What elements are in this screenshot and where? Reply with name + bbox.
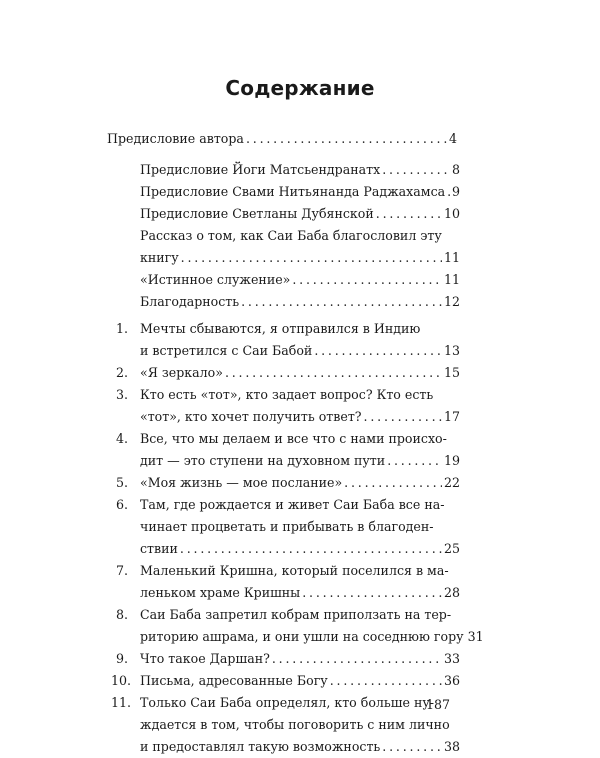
chapter-number: 5. <box>116 475 129 490</box>
dot-leader <box>241 291 442 313</box>
entry-last-line <box>140 406 460 428</box>
chapter-number: 9. <box>116 651 129 666</box>
dot-leader <box>447 181 450 203</box>
entry-title-line: Что такое Даршан? <box>140 651 270 666</box>
entry-last-line <box>140 247 460 269</box>
entry-page-number: 36 <box>443 673 460 688</box>
entry-page-number: 8 <box>451 162 460 177</box>
entry-page-number: 31 <box>467 629 484 644</box>
entry-page-number: 9 <box>451 184 460 199</box>
entry-page-number: 17 <box>443 409 460 424</box>
entry-last-line <box>107 128 457 150</box>
dot-leader <box>302 582 442 604</box>
entry-last-line <box>140 582 460 604</box>
entry-last-line <box>140 269 460 291</box>
entry-title-line: «Я зеркало» <box>140 365 223 380</box>
entry-last-line <box>140 450 460 472</box>
entry-last-line <box>140 159 460 181</box>
toc-entry-preface <box>140 203 460 225</box>
entry-title-line: Предисловие Светланы Дубянской <box>140 206 374 221</box>
entry-title-line: Предисловие автора <box>107 131 244 146</box>
chapter-number: 6. <box>116 497 129 512</box>
entry-title-line: леньком храме Кришны <box>140 585 301 600</box>
entry-title-line: Письма, адресованные Богу <box>140 673 328 688</box>
toc-entry-chapter <box>140 362 460 384</box>
dot-leader <box>376 203 442 225</box>
entry-last-line <box>140 340 460 362</box>
entry-title-line: Саи Баба запретил кобрам приползать на тер- <box>140 607 452 622</box>
chapter-number: 8. <box>116 607 129 622</box>
entry-last-line <box>140 291 460 313</box>
entry-title-line: и предоставлял такую возможность <box>140 739 381 754</box>
dot-leader <box>246 128 447 150</box>
entry-title-line: Кто есть «тот», кто задает вопрос? Кто есть <box>140 387 434 402</box>
entry-title-line: Рассказ о том, как Саи Баба благословил эту <box>140 228 442 243</box>
toc-entry-chapter <box>140 648 460 670</box>
entry-last-line <box>140 181 460 203</box>
entry-title-line: Там, где рождается и живет Саи Баба все на- <box>140 497 445 512</box>
chapter-number: 10. <box>111 673 132 688</box>
entry-last-line <box>140 670 460 692</box>
toc-entry-intro <box>107 128 457 150</box>
dot-leader <box>314 340 442 362</box>
entry-page-number: 11 <box>443 272 460 287</box>
toc-entry-preface <box>140 291 460 313</box>
entry-page-number: 4 <box>448 131 457 146</box>
entry-page-number: 10 <box>443 206 460 221</box>
entry-page-number: 25 <box>443 541 460 556</box>
toc-entry-chapter <box>140 670 460 692</box>
entry-title-line: Предисловие Йоги Матсьендранатх <box>140 162 381 177</box>
toc-entry-chapter <box>140 472 460 494</box>
toc-entry-preface <box>140 225 460 269</box>
chapter-number: 2. <box>116 365 129 380</box>
toc-entry-chapter <box>140 318 460 362</box>
page-number: 187 <box>425 697 450 712</box>
entry-title-line: «тот», кто хочет получить ответ? <box>140 409 362 424</box>
dot-leader <box>387 450 442 472</box>
entry-title-line: «Истинное служение» <box>140 272 291 287</box>
dot-leader <box>225 362 442 384</box>
entry-last-line <box>140 203 460 225</box>
toc-entry-chapter <box>140 560 460 604</box>
chapter-number: 7. <box>116 563 129 578</box>
entry-title-line: риторию ашрама, и они ушли на соседнюю гору <box>140 629 464 644</box>
toc-entry-preface <box>140 181 460 203</box>
toc-entry-preface <box>140 159 460 181</box>
entry-page-number: 12 <box>443 294 460 309</box>
dot-leader <box>330 670 442 692</box>
toc-entry-chapter <box>140 384 460 428</box>
entry-title-line: Все, что мы делаем и все что с нами происхо- <box>140 431 447 446</box>
entry-title-line: «Моя жизнь — мое послание» <box>140 475 343 490</box>
entry-title-line: Только Саи Баба определял, кто больше ну- <box>140 695 435 710</box>
chapter-number: 4. <box>116 431 129 446</box>
entry-title-line: чинает процветать и прибывать в благоден- <box>140 519 434 534</box>
entry-last-line <box>140 648 460 670</box>
chapter-number: 11. <box>111 695 132 710</box>
toc-entry-chapter <box>140 692 460 758</box>
dot-leader <box>181 247 442 269</box>
dot-leader <box>344 472 442 494</box>
chapter-number: 3. <box>116 387 129 402</box>
entry-page-number: 19 <box>443 453 460 468</box>
toc-entry-chapter <box>140 428 460 472</box>
entry-title-line: ждается в том, чтобы поговорить с ним лично <box>140 717 450 732</box>
dot-leader <box>382 159 450 181</box>
toc-entry-preface <box>140 269 460 291</box>
entry-last-line <box>140 362 460 384</box>
chapter-number: 1. <box>116 321 129 336</box>
entry-page-number: 11 <box>443 250 460 265</box>
toc-entry-chapter <box>140 494 460 560</box>
entry-last-line <box>140 736 460 758</box>
entry-title-line: ствии <box>140 541 178 556</box>
entry-title-line: Благодарность <box>140 294 240 309</box>
entry-last-line <box>140 538 460 560</box>
entry-page-number: 15 <box>443 365 460 380</box>
dot-leader <box>364 406 442 428</box>
entry-title-line: Мечты сбываются, я отправился в Индию <box>140 321 421 336</box>
entry-title-line: дит — это ступени на духовном пути <box>140 453 386 468</box>
entry-page-number: 22 <box>443 475 460 490</box>
page-title: Содержание <box>225 76 375 100</box>
entry-last-line <box>140 626 484 648</box>
entry-page-number: 13 <box>443 343 460 358</box>
dot-leader <box>382 736 442 758</box>
entry-title-line: Предисловие Свами Нитьянанда Раджахамса <box>140 184 446 199</box>
dot-leader <box>180 538 442 560</box>
dot-leader <box>272 648 442 670</box>
entry-title-line: и встретился с Саи Бабой <box>140 343 313 358</box>
entry-title-line: Маленький Кришна, который поселился в ма- <box>140 563 449 578</box>
entry-page-number: 28 <box>443 585 460 600</box>
dot-leader <box>292 269 442 291</box>
entry-page-number: 33 <box>443 651 460 666</box>
entry-page-number: 38 <box>443 739 460 754</box>
toc-entry-chapter <box>140 604 484 648</box>
entry-last-line <box>140 472 460 494</box>
entry-title-line: книгу <box>140 250 179 265</box>
